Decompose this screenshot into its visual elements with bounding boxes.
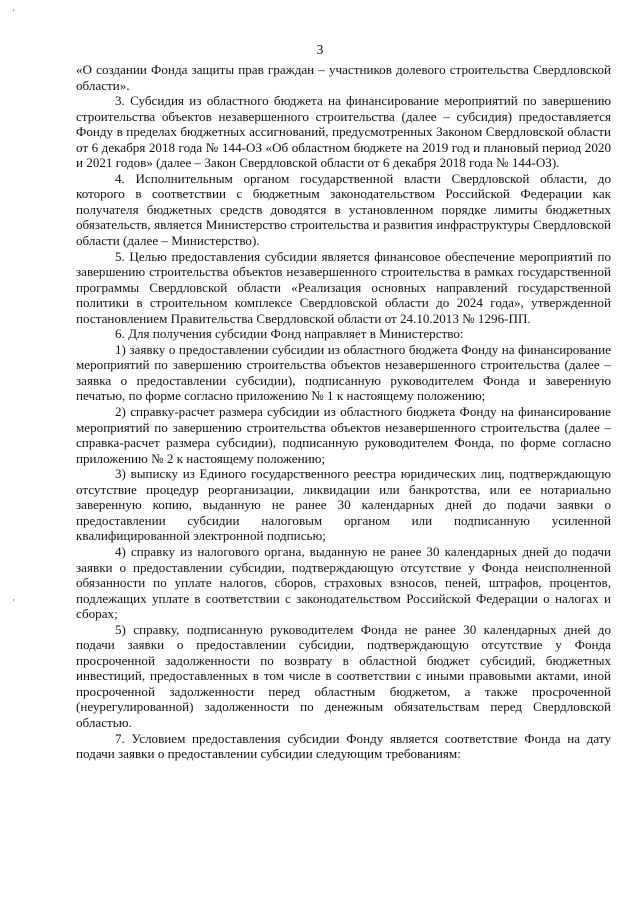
paragraph-item-6: 6. Для получения субсидии Фонд направляет в Министерство:: [115, 326, 464, 342]
paragraph-item-5: 5. Целью предоставления субсидии является финансовое обеспечение мероприятий по завершению строительства объектов незавершенного строительства в рамках государственной программы Свердловской области «Реализация основных направлений государственной политики в строительном комплексе Свердловской области до 2024 года», утвержденной постановлением Правительства Свердловской области от 24.10.2013 № 1296-ПП.: [76, 248, 611, 326]
subitem-6-3: 3) выписку из Единого государственного реестра юридических лиц, подтверждающую отсутствие процедур реорганизации, ликвидации или банкротства, или ее нотариально заверенную копию, выданную не ранее 30 календарных дней до подачи заявки о предоставлении субсидии налоговым органом или подписанную усиленной квалифицированной электронной подписью;: [76, 466, 611, 544]
subitem-6-1: 1) заявку о предоставлении субсидии из областного бюджета Фонду на финансирование мероприятий по завершению строительства объектов незавершенного строительства (далее – заявка о предоставлении субсидии), подписанную руководителем Фонда и заверенную печатью, по форме согласно приложению № 1 к настоящему положению;: [76, 341, 611, 404]
page-number: 3: [316, 42, 324, 57]
scan-speck: ‘: [12, 8, 16, 19]
document-body: [76, 62, 611, 762]
paragraph-item-3: 3. Субсидия из областного бюджета на финансирование мероприятий по завершению строительства объектов незавершенного строительства (далее – субсидия) предоставляется Фонду в пределах бюджетных ассигнований, предусмотренных Законом Свердловской области от 6 декабря 2018 года № 144-ОЗ «Об областном бюджете на 2019 год и плановый период 2020 и 2021 годов» (далее – Закон Свердловской области от 6 декабря 2018 года № 144-ОЗ).: [76, 93, 611, 171]
subitem-6-4: 4) справку из налогового органа, выданную не ранее 30 календарных дней до подачи заявки о предоставлении субсидии, подтверждающую отсутствие у Фонда неисполненной обязанности по уплате налогов, сборов, страховых взносов, пеней, штрафов, процентов, подлежащих уплате в соответствии с законодательством Российской Федерации о налогах и сборах;: [76, 543, 611, 622]
paragraph-item-4: 4. Исполнительным органом государственной власти Свердловской области, до которого в соответствии с бюджетным законодательством Российской Федерации как получателя бюджетных средств доводятся в установленном порядке лимиты бюджетных обязательств, является Министерство строительства и развития инфраструктуры Свердловской области (далее – Министерство).: [76, 170, 611, 249]
paragraph-item-7: 7. Условием предоставления субсидии Фонду является соответствие Фонда на дату подачи заявки о предоставлении субсидии следующим требованиям:: [76, 730, 611, 762]
paragraph-continuation: «О создании Фонда защиты прав граждан – участников долевого строительства Свердловской области».: [76, 62, 611, 93]
scan-speck: ’: [12, 598, 16, 609]
subitem-6-2: 2) справку-расчет размера субсидии из областного бюджета Фонду на финансирование мероприятий по завершению строительства объектов незавершенного строительства (далее – справка-расчет размера субсидии), подписанную руководителем Фонда, по форме согласно приложению № 2 к настоящему положению;: [76, 404, 611, 466]
subitem-6-5: 5) справку, подписанную руководителем Фонда не ранее 30 календарных дней до подачи заявки о предоставлении субсидии, подтверждающую отсутствие у Фонда просроченной задолженности по возврату в областной бюджет субсидий, бюджетных инвестиций, предоставленных в том числе в соответствии с иными правовыми актами, иной просроченной задолженности перед областным бюджетом, а также просроченной (неурегулированной) задолженности по денежным обязательствам перед Свердловской областью.: [76, 621, 611, 730]
